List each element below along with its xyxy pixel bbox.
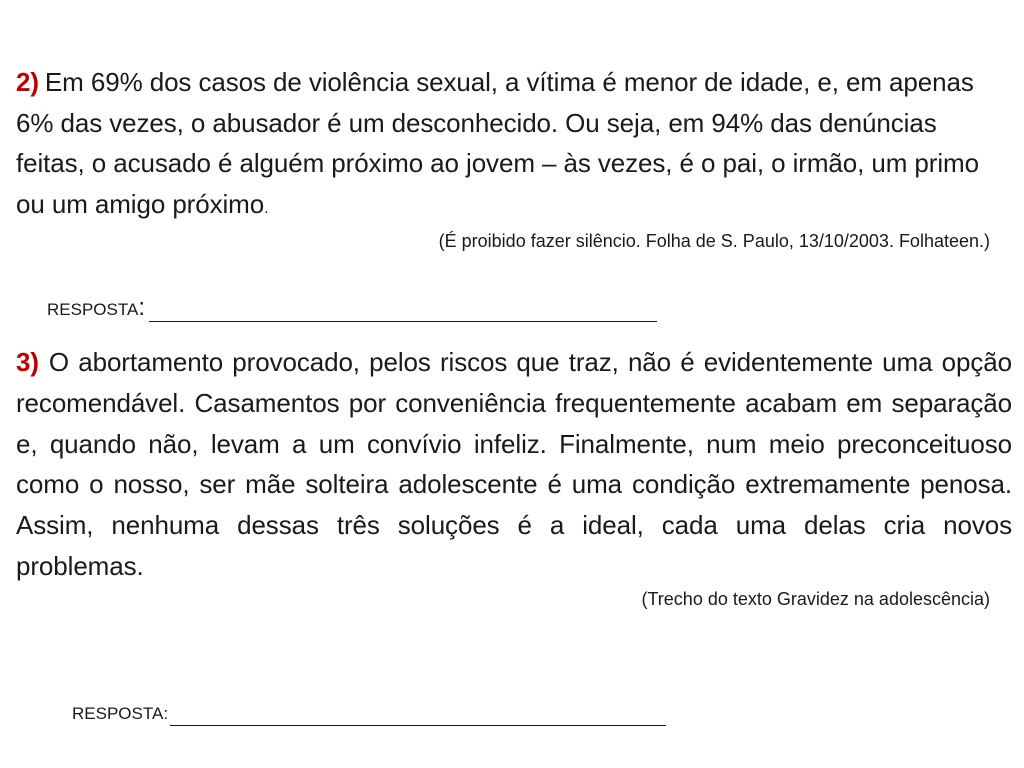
answer-2-field[interactable] (47, 296, 657, 322)
question-2-end-punct: . (264, 199, 269, 217)
question-3-number: 3) (16, 347, 39, 377)
answer-3-field[interactable] (72, 702, 666, 726)
question-3-text: O abortamento provocado, pelos riscos que traz, não é evidentemente uma opção recomendável. Casamentos por conveniência frequentemente acabam em separação e, quando não, levam a um convívio infeliz. Finalmente, num meio preconceituoso como o nosso, ser mãe solteira adolescente é uma condição extremamente penosa. Assim, nenhuma dessas três soluções é a ideal, cada uma delas cria novos problemas. (16, 347, 1012, 581)
question-2-number: 2) (16, 67, 39, 97)
question-2-text: Em 69% dos casos de violência sexual, a vítima é menor de idade, e, em apenas 6% das vezes, o abusador é um desconhecido. Ou seja, em 94% das denúncias feitas, o acusado é alguém próximo ao jovem – às vezes, é o pai, o irmão, um primo ou um amigo próximo (16, 67, 979, 219)
answer-3-label: RESPOSTA: (72, 704, 169, 723)
question-3-block (16, 342, 1012, 611)
question-2-block (16, 62, 1012, 253)
answer-3-blank-line[interactable] (170, 707, 666, 726)
answer-2-label: RESPOSTA (47, 300, 139, 319)
question-2-source: (É proibido fazer silêncio. Folha de S. Paulo, 13/10/2003. Folhateen.) (438, 231, 990, 251)
question-3-paragraph (16, 342, 1012, 587)
answer-2-colon: : (138, 294, 145, 321)
question-3-source: (Trecho do texto Gravidez na adolescência) (641, 588, 990, 609)
question-2-paragraph (16, 62, 1012, 229)
answer-2-blank-line[interactable] (149, 303, 657, 322)
